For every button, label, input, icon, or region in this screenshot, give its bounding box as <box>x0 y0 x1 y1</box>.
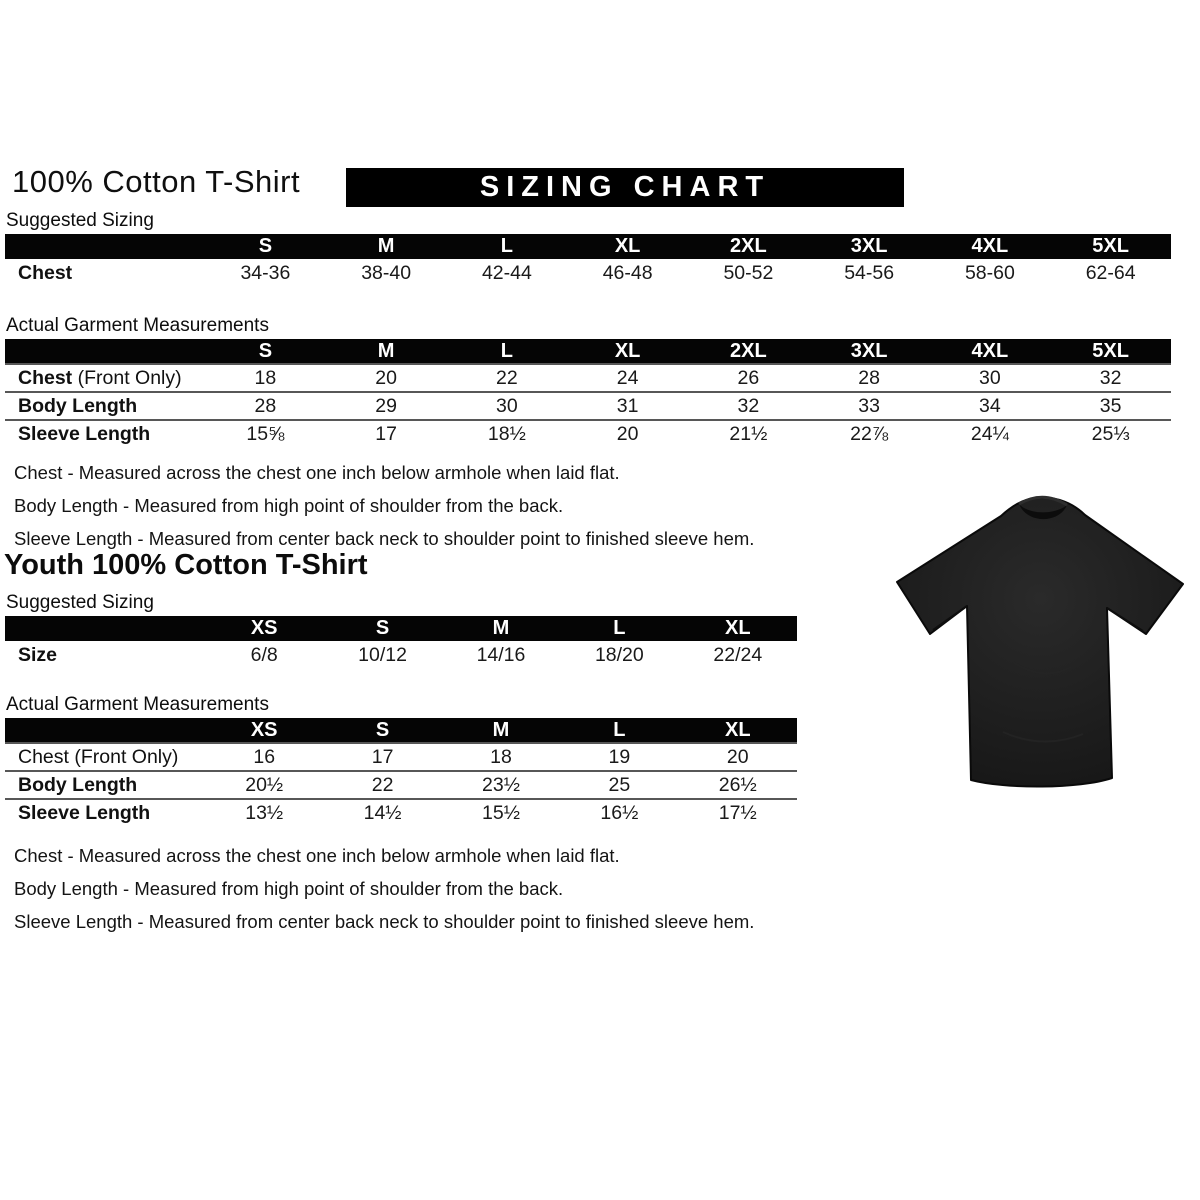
measurement-cell: 32 <box>688 392 809 420</box>
measurement-cell: 31 <box>567 392 688 420</box>
note-line: Sleeve Length - Measured from center back neck to shoulder point to finished sleeve hem. <box>14 911 755 932</box>
chest-range-cell: 38-40 <box>361 261 412 284</box>
size-column-header: XL <box>679 616 797 641</box>
size-column-header: M <box>326 339 447 364</box>
measurement-cell: 16 <box>205 743 323 771</box>
measurement-cell: 32 <box>1050 364 1171 392</box>
measurement-cell: 25 <box>560 771 678 799</box>
size-column-header: S <box>205 234 326 259</box>
measurement-cell: 22 <box>447 364 568 392</box>
size-column-header: 4XL <box>930 339 1051 364</box>
size-column-header: S <box>323 616 441 641</box>
row-label-size: Size <box>18 643 58 666</box>
measurement-cell: 26½ <box>679 771 797 799</box>
measurement-cell: 13½ <box>205 799 323 827</box>
youth-section-title: Youth 100% Cotton T-Shirt <box>4 549 368 581</box>
chest-range-cell: 42-44 <box>481 261 532 284</box>
row-label-sleeve-length: Sleeve Length <box>5 799 205 827</box>
measurement-cell: 18½ <box>447 420 568 448</box>
row-label-sleeve-length: Sleeve Length <box>5 420 205 448</box>
youth-suggested-table <box>5 616 797 669</box>
corner-cell <box>5 339 205 364</box>
measurement-cell: 15½ <box>442 799 560 827</box>
measurement-cell: 21½ <box>688 420 809 448</box>
row-label-chest: Chest <box>18 261 73 284</box>
measurement-cell: 35 <box>1050 392 1171 420</box>
measurement-cell: 15⅝ <box>205 420 326 448</box>
tshirt-body <box>897 498 1183 787</box>
tshirt-graphic <box>893 482 1189 806</box>
size-column-header: 5XL <box>1050 234 1171 259</box>
chest-range-cell: 54-56 <box>844 261 895 284</box>
youth-size-cell: 14/16 <box>476 643 526 666</box>
measurement-cell: 20½ <box>205 771 323 799</box>
measurement-cell: 29 <box>326 392 447 420</box>
size-column-header: M <box>442 616 560 641</box>
measurement-cell: 18 <box>442 743 560 771</box>
note-line: Body Length - Measured from high point of shoulder from the back. <box>14 878 564 899</box>
youth-size-cell: 10/12 <box>358 643 407 666</box>
youth-measurement-notes <box>14 839 754 938</box>
measurement-cell: 25⅓ <box>1050 420 1171 448</box>
row-label-plain-part: (Front Only) <box>72 366 182 389</box>
measurement-row-body-length <box>5 392 1171 420</box>
measurement-cell: 17½ <box>679 799 797 827</box>
adult-actual-table <box>5 339 1171 448</box>
measurement-cell: 28 <box>205 392 326 420</box>
size-column-header: M <box>442 718 560 743</box>
youth-actual-heading: Actual Garment Measurements <box>6 694 269 715</box>
measurement-cell: 23½ <box>442 771 560 799</box>
measurement-cell: 16½ <box>560 799 678 827</box>
chest-range-cell: 62-64 <box>1085 261 1136 284</box>
adult-suggested-header-row <box>5 234 1171 259</box>
measurement-cell: 17 <box>326 420 447 448</box>
chest-range-cell: 34-36 <box>240 261 291 284</box>
size-column-header: 3XL <box>809 234 930 259</box>
size-column-header: XS <box>205 616 323 641</box>
size-column-header: L <box>560 718 678 743</box>
adult-suggested-heading: Suggested Sizing <box>6 210 154 231</box>
row-label-body-length: Body Length <box>5 771 205 799</box>
adult-suggested-table <box>5 234 1171 287</box>
size-column-header: XL <box>567 234 688 259</box>
youth-size-cell: 18/20 <box>594 643 644 666</box>
size-column-header: L <box>560 616 678 641</box>
size-column-header: S <box>205 339 326 364</box>
measurement-cell: 17 <box>323 743 441 771</box>
youth-size-cell: 6/8 <box>250 643 278 666</box>
measurement-cell: 22⅞ <box>809 420 930 448</box>
note-line: Sleeve Length - Measured from center back neck to shoulder point to finished sleeve hem. <box>14 528 755 549</box>
youth-size-row <box>5 641 797 669</box>
adult-actual-header-row <box>5 339 1171 364</box>
sizing-chart-banner <box>346 168 904 207</box>
size-column-header: M <box>326 234 447 259</box>
size-column-header: 4XL <box>930 234 1051 259</box>
youth-actual-table <box>5 718 797 827</box>
youth-size-cell: 22/24 <box>713 643 763 666</box>
measurement-cell: 20 <box>567 420 688 448</box>
corner-cell <box>5 718 205 743</box>
measurement-cell: 20 <box>679 743 797 771</box>
measurement-row-sleeve-length <box>5 420 1171 448</box>
measurement-cell: 24¼ <box>930 420 1051 448</box>
measurement-cell: 20 <box>326 364 447 392</box>
corner-cell <box>5 234 205 259</box>
measurement-cell: 24 <box>567 364 688 392</box>
measurement-cell: 30 <box>447 392 568 420</box>
size-column-header: 5XL <box>1050 339 1171 364</box>
measurement-cell: 34 <box>930 392 1051 420</box>
youth-actual-header-row <box>5 718 797 743</box>
size-column-header: L <box>447 234 568 259</box>
youth-measurement-row-sleeve-length <box>5 799 797 827</box>
adult-measurement-notes <box>14 456 754 555</box>
note-line: Body Length - Measured from high point of shoulder from the back. <box>14 495 564 516</box>
youth-suggested-header-row <box>5 616 797 641</box>
page-title: 100% Cotton T-Shirt <box>12 164 301 199</box>
corner-cell <box>5 616 205 641</box>
row-label-chest-front-only: Chest (Front Only) <box>5 743 205 771</box>
size-column-header: XS <box>205 718 323 743</box>
adult-chest-range-row <box>5 259 1171 287</box>
size-column-header: 3XL <box>809 339 930 364</box>
chest-range-cell: 46-48 <box>602 261 653 284</box>
measurement-cell: 30 <box>930 364 1051 392</box>
sizing-chart-banner-label: SIZING CHART <box>479 171 771 203</box>
measurement-cell: 18 <box>205 364 326 392</box>
note-line: Chest - Measured across the chest one inch below armhole when laid flat. <box>14 462 620 483</box>
chest-range-cell: 50-52 <box>723 261 774 284</box>
measurement-cell: 19 <box>560 743 678 771</box>
measurement-row-chest <box>5 364 1171 392</box>
measurement-cell: 28 <box>809 364 930 392</box>
youth-measurement-row-body-length <box>5 771 797 799</box>
measurement-cell: 33 <box>809 392 930 420</box>
size-column-header: 2XL <box>688 339 809 364</box>
row-label-chest-front-only <box>5 364 205 392</box>
size-column-header: XL <box>679 718 797 743</box>
size-column-header: L <box>447 339 568 364</box>
youth-suggested-heading: Suggested Sizing <box>6 592 154 613</box>
tshirt-image <box>893 482 1189 806</box>
row-label-bold-part: Chest <box>18 366 73 389</box>
size-column-header: S <box>323 718 441 743</box>
measurement-cell: 14½ <box>323 799 441 827</box>
measurement-cell: 26 <box>688 364 809 392</box>
youth-measurement-row-chest <box>5 743 797 771</box>
row-label-body-length: Body Length <box>5 392 205 420</box>
adult-actual-heading: Actual Garment Measurements <box>6 315 269 336</box>
chest-range-cell: 58-60 <box>964 261 1015 284</box>
note-line: Chest - Measured across the chest one inch below armhole when laid flat. <box>14 845 620 866</box>
measurement-cell: 22 <box>323 771 441 799</box>
size-column-header: XL <box>567 339 688 364</box>
size-column-header: 2XL <box>688 234 809 259</box>
